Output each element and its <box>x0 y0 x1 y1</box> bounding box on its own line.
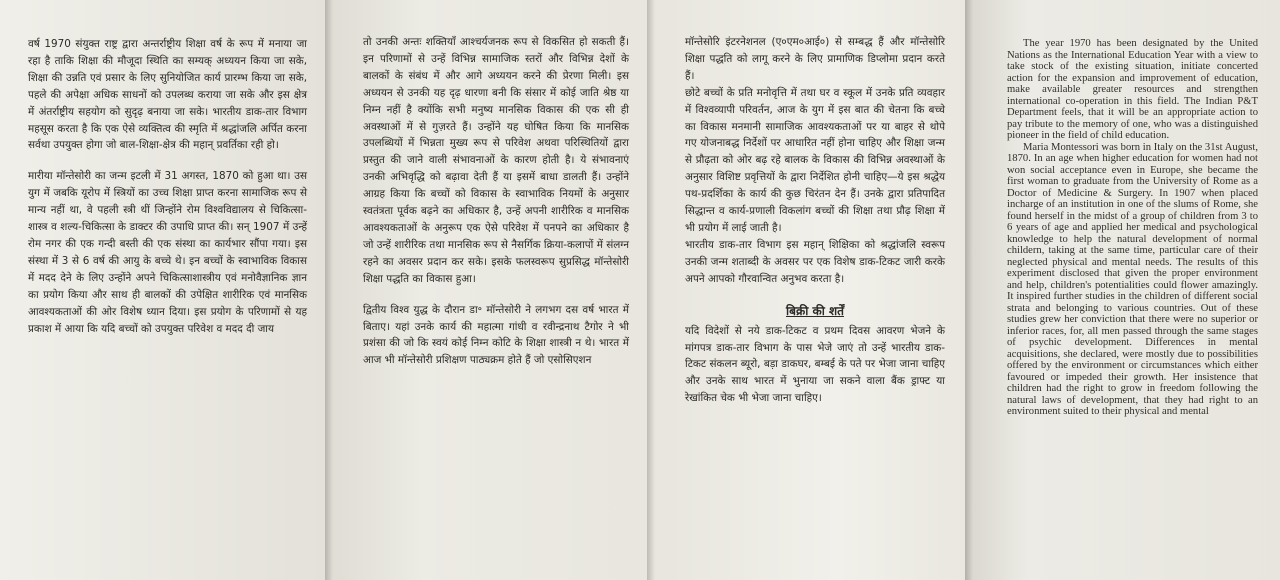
paragraph-stamp-tribute-hindi: भारतीय डाक-तार विभाग इस महान् शिक्षिका को श्रद्धांजलि स्वरूप उनकी जन्म शताब्दी के अवसर पर एक विशेष डाक-टिकट जारी करके अपने आपको गौरवान्वित अनुभव करता है। <box>685 238 945 285</box>
paragraph-ami-diploma-hindi: मॉन्तेसोरि इंटरनेशनल (ए०एम०आई०) से सम्बद्ध हैं और मॉन्तेसोरि शिक्षा पद्धति को लागू करने के लिए प्रामाणिक डिप्लोमा प्रदान करते हैं। <box>685 36 945 82</box>
paragraph-legacy-hindi: छोटे बच्चों के प्रति मनोवृत्ति में तथा घर व स्कूल में उनके प्रति व्यवहार में विश्वव्यापी परिवर्तन, आज के युग में इस बात की चेतना कि बच्चे का विकास मनमानी सामाजिक आवश्यकताओं पर या बाहर से थोपे गए योजनाबद्ध निर्देशों पर आधारित नहीं होना चाहिए और शिक्षा जन्म से प्रौढ़ता को ओर बढ़ रहे बालक के विकास की विभिन्न अवस्थाओं के अनुसार विशिष्ट प्रवृत्तियों के द्वारा निर्देशित होनी चाहिए—ये इस श्रद्धेय पथ-प्रदर्शिका के कार्य की कुछ चिरंतन देन हैं। उनके द्वारा प्रतिपादित सिद्धान्त व कार्य-प्रणाली विकलांग बच्चों की शिक्षा तथा प्रौढ़ शिक्षा में भी प्रयोग में लाई जाती है। <box>685 86 945 234</box>
paragraph-montessori-india-hindi: द्वितीय विश्व युद्ध के दौरान डा॰ मॉन्तेसोरी ने लगभग दस वर्ष भारत में बिताए। यहां उनके कार्य की महात्मा गांधी व रवीन्द्रनाथ टैगोर ने भी प्रशंसा की जो कि स्वयं कोई निम्न कोटि के शिक्षा शास्त्री न थे। भारत में आज भी मॉन्तेसोरी प्रशिक्षण पाठ्यक्रम होते हैं जो एसोसिएशन <box>363 303 629 367</box>
paragraph-education-year-hindi: वर्ष 1970 संयुक्त राष्ट्र द्वारा अन्तर्राष्ट्रीय शिक्षा वर्ष के रूप में मनाया जा रहा है ताकि शिक्षा की मौजूदा स्थिति का सम्यक् अध्ययन किया जा सके, शिक्षा की उन्नति एवं प्रसार के लिए सुनियोजित कार्य प्रारम्भ किया जा सके, पहले की अपेक्षा अधिक साधनों को उपलब्ध कराया जा सके और इस क्षेत्र में अंतर्राष्ट्रीय सहयोग को सुदृढ़ बनाया जा सके। भारतीय डाक-तार विभाग महसूस करता है कि एक ऐसे व्यक्तित्व की स्मृति में श्रद्धांजलि अर्पित करना सर्वथा उपयुक्त होगा जो बाल-शिक्षा-क्षेत्र की महान् प्रवर्तिका रही हो। <box>28 38 307 152</box>
leaflet-panel-hindi-1 <box>0 0 325 580</box>
paragraph-montessori-biography-hindi: मारीया मॉन्तेसोरी का जन्म इटली में 31 अगस्त, 1870 को हुआ था। उस युग में जबकि यूरोप में स्त्रियों का उच्च शिक्षा प्राप्त करना सामाजिक रूप से मान्य नहीं था, वे पहली स्त्री थीं जिन्होंने रोम विश्वविद्यालय से चिकित्सा-शास्त्र व शल्य-चिकित्सा के डाक्टर की उपाधि प्राप्त की। सन् 1907 में उन्हें रोम नगर की एक गन्दी बस्ती की एक संस्था का कार्यभार सौंपा गया। इस संस्था में 3 से 6 वर्ष की आयु के बच्चे थे। इन बच्चों के स्वाभाविक विकास में मदद देने के लिए उन्होंने अपने चिकित्साशास्त्रीय एवं मनोवैज्ञानिक ज्ञान का प्रयोग किया और साथ ही बालकों की उपेक्षित शारीरिक एवं मानसिक आवश्यकताओं की ओर विशेष ध्यान दिया। इस प्रयोग के परिणामों से यह प्रकाश में आया कि यदि बच्चों को उपयुक्त परिवेश व मदद दी जाय <box>28 170 307 335</box>
leaflet-panel-hindi-3 <box>647 0 965 580</box>
leaflet-panel-hindi-2 <box>325 0 647 580</box>
fold-shadow <box>965 0 973 580</box>
fold-shadow <box>325 0 333 580</box>
paragraph-montessori-method-hindi: तो उनकी अन्तः शक्तियाँ आश्चर्यजनक रूप से विकसित हो सकती हैं। इन परिणामों से उन्हें विभिन्न सामाजिक स्तरों और विभिन्न देशों के बालकों के संबंध में और आगे अध्ययन करने की प्रेरणा मिली। इस अध्ययन से उनकी यह दृढ़ धारणा बनी कि संसार में कोई जाति श्रेष्ठ या निम्न नहीं है क्योंकि सभी मनुष्य मानसिक विकास की एक सी ही अवस्थाओं में से गुज़रते हैं। उन्होंने यह घोषित किया कि मानसिक उपलब्धियों में भिन्नता मुख्य रूप से परिवेश अथवा परिस्थितियों द्वारा प्रस्तुत की जाने वाली संभावनाओं के कारण होती है। ये संभावनाएं उनकी अभिवृद्धि को बढ़ावा देती हैं या इसमें बाधा डालती हैं। उन्होंने आग्रह किया कि बच्चों को विकास के स्वाभाविक नियमों के अनुसार स्वतंत्रता पूर्वक बढ़ने का अधिकार है, उन्हें अपनी शारीरिक व मानसिक आवश्यकताओं के अनुरूप एक ऐसे परिवेश में पनपने का अधिकार है जो उन्हें शारीरिक तथा मानसिक रूप से नैसर्गिक क्रिया-कलापों में संलग्न रहने का अवसर प्रदान कर सके। इसके फलस्वरूप सुप्रसिद्ध मॉन्तेसोरी शिक्षा पद्धति का विकास हुआ। <box>363 36 629 285</box>
paragraph-montessori-biography-english: Maria Montessori was born in Italy on the 31st August, 1870. In an age when higher education for women had not won social acceptance even in Europe, she became the first woman to graduate from the University of Rome as a Doctor of Medicine & Surgery. In 1907 when placed incharge of an institution in one of the slums of Rome, she found herself in the midst of a group of children from 3 to 6 years of age and applied her medical and psychological knowledge to help the natural development of normal childern, taking at the same time, particular care of their neglected physical and mental needs. The results of this experiment disclosed that given the proper environment and help, children's potentialities could flower amazingly. It inspired further studies in the children of different social strata and belonging to various countries. Out of these studies grew her conviction that there were no superior or inferior races, for, all men passed through the same stages of psychic development. Differences in mental acquisitions, she declared, were mostly due to possibilities offered by the environment or circumstances which either favoured or impeded their growth. Her insistence that children had the right to grow in freedom following the natural laws of development, that they had right to an environment suited to their physical and mental <box>1007 141 1258 417</box>
fold-shadow <box>647 0 655 580</box>
sale-conditions-heading: बिक्री की शर्तें <box>786 303 844 318</box>
paragraph-sale-conditions-hindi: यदि विदेशों से नये डाक-टिकट व प्रथम दिवस आवरण भेजने के मांगपत्र डाक-तार विभाग के पास भेजे जाएं तो उन्हें भारतीय डाक-टिकट संकलन ब्यूरो, बड़ा डाकघर, बम्बई के पते पर भेजा जाना चाहिए और उनके साथ भारत में भुनाया जा सकने वाला बैंक ड्राफ्ट या रेखांकित चेक भी भेजा जाना चाहिए। <box>685 324 945 405</box>
leaflet-panel-english <box>965 0 1280 580</box>
paragraph-education-year-english: The year 1970 has been designated by the United Nations as the International Education Year with a view to take stock of the existing situation, initiate concerted action for the expansion and improvement of education, make available greater resources and strengthen international co-operation in this field. The Indian P&T Department feels, that it will be an appropriate action to pay tribute to the memory of one, who was a distinguished pioneer in the field of child education. <box>1007 38 1258 141</box>
